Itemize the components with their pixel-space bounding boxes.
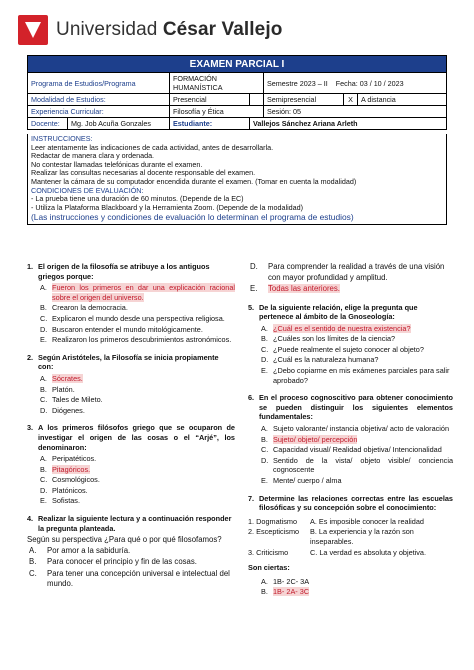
option-c[interactable]: C. Para tener una concepción universal e intelectual del mundo. xyxy=(29,568,230,589)
date-label: Fecha: 03 / 10 / 2023 xyxy=(335,78,404,88)
option-b[interactable]: B. Sujeto/ objeto/ percepción xyxy=(261,434,358,444)
instructions-heading: INSTRUCCIONES: xyxy=(31,134,93,143)
option-a[interactable]: A. Peripatéticos. xyxy=(40,454,97,464)
option-e[interactable]: E. Mente/ cuerpo / alma xyxy=(261,476,342,485)
option-b[interactable]: B. Pitagóricos. xyxy=(40,464,91,474)
eval-line: - Utiliza la Plataforma Blackboard y la Herramienta Zoom. (Depende de la modalidad) xyxy=(31,202,304,212)
semester-date-cell xyxy=(264,73,447,94)
option-e[interactable]: E. Realizaron los primeros descubrimientos astronómicos. xyxy=(40,335,232,345)
question-text: 2. Según Aristóteles, la Filosofía se inicia propiamente con: xyxy=(27,352,219,372)
modality-semipresencial: Semipresencial xyxy=(264,94,344,106)
instructions-note: (Las instrucciones y condiciones de evaluación lo determinan el programa de estudios) xyxy=(31,212,354,223)
eval-heading: CONDICIONES DE EVALUACIÓN: xyxy=(31,185,144,195)
option-d[interactable]: D. ¿Cuál es la naturaleza humana? xyxy=(261,355,379,365)
option-b[interactable]: B. Para conocer el principio y fin de las cosas. xyxy=(29,557,197,567)
option-c[interactable]: C. ¿Puede realmente el sujeto conocer al objeto? xyxy=(261,344,424,354)
question-5 xyxy=(248,303,453,386)
question-text: 7. Determine las relaciones correctas entre las escuelas filosóficas y su concepción sobre el conocimiento: xyxy=(248,493,453,513)
selected-answer: ¿Cuál es el sentido de nuestra existencia? xyxy=(273,323,411,333)
selected-answer: 1B- 2A- 3C xyxy=(273,587,310,597)
option-a[interactable]: A. Sujeto valorante/ instancia objetiva/ acto de valoración xyxy=(261,424,450,434)
questions-right-column xyxy=(248,262,453,598)
option-a[interactable]: A. Sócrates. xyxy=(40,373,83,383)
eval-line: - La prueba tiene una duración de 60 minutos. (Depende de la EC) xyxy=(31,194,244,204)
option-e[interactable]: E. Sofistas. xyxy=(40,496,80,506)
instruction-line: Mantener la cámara de su computador encendida durante el examen. (Tomar en cuenta la modalidad) xyxy=(31,176,357,186)
modality-presencial-box xyxy=(250,94,264,106)
questions-left-column xyxy=(27,262,235,591)
course-label: Experiencia Curricular: xyxy=(28,106,170,118)
option-d[interactable]: D. Buscaron entender el mundo mitológicamente. xyxy=(40,324,203,334)
option-a[interactable]: A. ¿Cuál es el sentido de nuestra existencia? xyxy=(261,323,411,333)
semester-label: Semestre 2023 – II xyxy=(267,78,328,88)
program-label: Programa de Estudios/Programa xyxy=(28,73,170,94)
option-d[interactable]: D. Diógenes. xyxy=(40,405,85,415)
exam-title: EXAMEN PARCIAL I xyxy=(28,56,447,73)
question-text: 6. En el proceso cognoscitivo para obtener conocimiento se pueden distinguir los siguientes elementos fundamentales: xyxy=(248,393,453,422)
option-a[interactable]: A. 1B- 2C- 3A xyxy=(261,576,310,586)
instruction-line: No contestar llamadas telefónicas durante el examen. xyxy=(31,159,203,169)
student-label: Estudiante: xyxy=(170,118,250,130)
option-d[interactable]: D. Para comprender la realidad a través de una visión con mayor profundidad y amplitud. xyxy=(250,262,445,282)
option-b[interactable]: B. Platón. xyxy=(40,384,75,394)
option-e[interactable]: E. Todas las anteriores. xyxy=(250,284,340,293)
option-c[interactable]: C. Tales de Mileto. xyxy=(40,395,103,405)
modality-distancia: A distancia xyxy=(358,94,447,106)
question-text: 5. De la siguiente relación, elige la pregunta que pertenece al ámbito de la Gnoseología: xyxy=(248,302,418,322)
question-1 xyxy=(27,262,235,345)
question-text: 1. El origen de la filosofía se atribuye a los antiguos griegos porque: xyxy=(27,262,210,281)
question-3 xyxy=(27,423,235,506)
question-4-continued xyxy=(248,262,453,295)
option-b[interactable]: B. 1B- 2A- 3C xyxy=(261,587,310,597)
selected-answer: Pitagóricos. xyxy=(52,464,91,474)
instructions-box xyxy=(27,134,447,225)
answer-subheading: Son ciertas: xyxy=(248,563,290,573)
modality-label: Modalidad de Estudios: xyxy=(28,94,170,106)
program-value: FORMACIÓN HUMANÍSTICA xyxy=(170,73,264,94)
question-text: 4. Realizar la siguiente lectura y a continuación responder la pregunta planteada. xyxy=(27,514,232,533)
teacher-value: Mg. Job Acuña Gonzales xyxy=(71,119,151,128)
university-logo xyxy=(18,15,282,45)
question-text: 3. A los primeros filósofos griego que se ocuparon de investigar el origen de las cosas o el “Arjé”, los denominaron: xyxy=(27,423,235,452)
option-d[interactable]: D. Platónicos. xyxy=(40,485,88,495)
question-prompt: Según su perspectiva ¿Para qué o por qué filosofamos? xyxy=(27,535,222,545)
instruction-line: Realizar las consultas necesarias al docente responsable del examen. xyxy=(31,168,256,178)
student-value: Vallejos Sánchez Ariana Arleth xyxy=(250,118,447,130)
option-a[interactable]: A. Por amor a la sabiduría. xyxy=(29,545,131,555)
instruction-line: Leer atentamente las indicaciones de cada actividad, antes de desarrollarla. xyxy=(31,142,274,152)
relation-row: 2. Escepticismo B. La experiencia y la razón son inseparables. xyxy=(248,527,414,546)
option-c[interactable]: C. Cosmológicos. xyxy=(40,475,100,485)
relation-row: 3. Criticismo C. La verdad es absoluta y objetiva. xyxy=(248,547,427,557)
selected-answer: Fueron los primeros en dar una explicación racional sobre el origen del universo. xyxy=(52,283,235,302)
option-d[interactable]: D. Sentido de la vista/ objeto visible/ conciencia cognoscente xyxy=(261,455,453,475)
modality-presencial: Presencial xyxy=(170,94,250,106)
selected-answer: Sócrates. xyxy=(52,373,83,383)
modality-semipresencial-mark: X xyxy=(344,94,358,106)
exam-header-table xyxy=(27,55,447,130)
option-c[interactable]: C. Explicaron el mundo desde una perspectiva religiosa. xyxy=(40,313,225,323)
relation-row: 1. Dogmatismo A. Es imposible conocer la realidad xyxy=(248,516,424,526)
relations-list xyxy=(248,517,453,557)
university-logo-icon xyxy=(18,15,48,45)
session-label: Sesión: 05 xyxy=(264,106,447,118)
option-c[interactable]: C. Capacidad visual/ Realidad objetiva/ Intencionalidad xyxy=(261,445,442,455)
selected-answer: Sujeto/ objeto/ percepción xyxy=(273,434,358,444)
option-a[interactable]: A. Fueron los primeros en dar una explicación racional sobre el origen del universo. xyxy=(40,283,235,302)
question-4 xyxy=(27,514,235,590)
selected-answer: Todas las anteriores. xyxy=(268,284,340,293)
instruction-line: Redactar de manera clara y ordenada. xyxy=(31,151,155,161)
option-b[interactable]: B. ¿Cuáles son los límites de la ciencia? xyxy=(261,334,396,344)
university-name: Universidad César Vallejo xyxy=(56,19,283,40)
option-b[interactable]: B. Crearon la democracia. xyxy=(40,303,128,313)
option-e[interactable]: E. ¿Debo copiarme en mis exámenes parciales para salir aprobado? xyxy=(261,366,450,385)
question-6 xyxy=(248,393,453,485)
teacher-label: Docente: xyxy=(28,118,68,129)
question-2 xyxy=(27,353,235,416)
course-value: Filosofía y Ética xyxy=(170,106,264,118)
teacher-cell xyxy=(28,118,170,130)
question-7 xyxy=(248,494,453,597)
